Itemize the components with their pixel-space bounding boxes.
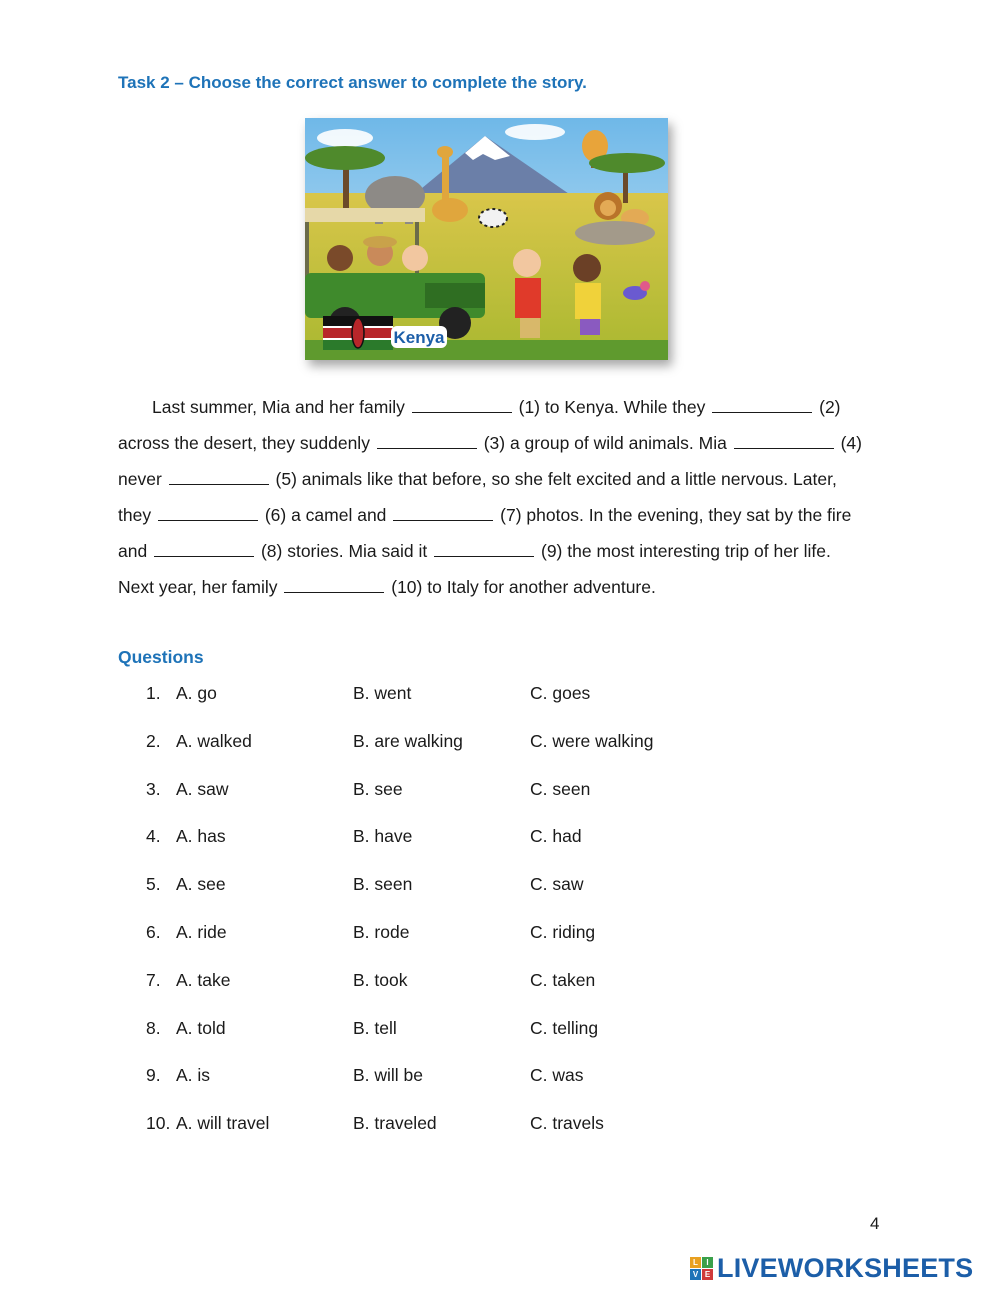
logo-text: LIVEWORKSHEETS (717, 1253, 974, 1283)
option-a[interactable]: A. will travel (176, 1113, 270, 1134)
option-a[interactable]: A. saw (176, 778, 229, 799)
badge-letter: V (690, 1269, 701, 1280)
story-paragraph (118, 389, 868, 605)
question-row (146, 874, 846, 922)
blank-6[interactable] (158, 506, 258, 521)
story-text: (5) animals like that before, so she felt excited and a little nervous. Later, they (118, 469, 837, 525)
kenya-flag-icon (323, 316, 393, 350)
question-number: 9. (146, 1065, 161, 1086)
option-b[interactable]: B. seen (353, 874, 413, 895)
story-text: (8) stories. Mia said it (260, 541, 428, 561)
option-c[interactable]: C. goes (530, 683, 591, 703)
question-number: 10. (146, 1113, 171, 1134)
blank-7[interactable] (393, 506, 493, 521)
blank-1[interactable] (412, 398, 512, 413)
question-row (146, 779, 846, 827)
kenya-label: Kenya (393, 328, 445, 347)
blank-5[interactable] (169, 470, 269, 485)
question-number: 8. (146, 1017, 161, 1038)
option-a[interactable]: A. has (176, 826, 226, 847)
badge-letter: E (702, 1269, 713, 1280)
blank-8[interactable] (154, 542, 254, 557)
logo-badge-icon (690, 1257, 713, 1280)
option-a[interactable]: A. take (176, 969, 231, 990)
option-a[interactable]: A. is (176, 1065, 211, 1086)
story-text: (3) a group of wild animals. Mia (483, 433, 727, 453)
question-list (146, 683, 846, 1161)
liveworksheets-logo[interactable] (690, 1253, 973, 1284)
option-b[interactable]: B. see (353, 778, 403, 799)
question-number: 4. (146, 826, 161, 847)
option-b[interactable]: B. have (353, 826, 413, 847)
option-c[interactable]: C. taken (530, 969, 596, 990)
option-c[interactable]: C. saw (530, 874, 584, 895)
page-number: 4 (870, 1214, 880, 1233)
safari-scene-image (305, 118, 668, 360)
task-title: Task 2 – Choose the correct answer to complete the story. (118, 73, 587, 92)
question-number: 1. (146, 683, 161, 703)
question-row (146, 1065, 846, 1113)
option-c[interactable]: C. telling (530, 1017, 599, 1038)
question-row (146, 922, 846, 970)
badge-letter: L (690, 1257, 701, 1268)
question-row (146, 970, 846, 1018)
option-b[interactable]: B. went (353, 683, 412, 703)
question-number: 3. (146, 778, 161, 799)
question-row (146, 731, 846, 779)
option-b[interactable]: B. are walking (353, 730, 463, 751)
option-a[interactable]: A. see (176, 874, 226, 895)
option-a[interactable]: A. walked (176, 730, 252, 751)
option-c[interactable]: C. were walking (530, 730, 654, 751)
blank-10[interactable] (284, 578, 384, 593)
question-row (146, 683, 846, 731)
option-c[interactable]: C. was (530, 1065, 584, 1086)
story-text: Last summer, Mia and her family (152, 397, 405, 417)
badge-letter: I (702, 1257, 713, 1268)
option-c[interactable]: C. riding (530, 921, 596, 942)
option-b[interactable]: B. took (353, 969, 408, 990)
option-a[interactable]: A. go (176, 683, 217, 703)
story-text: (6) a camel and (264, 505, 387, 525)
option-a[interactable]: A. told (176, 1017, 226, 1038)
option-b[interactable]: B. tell (353, 1017, 397, 1038)
story-text: (2) across the desert, they suddenly (118, 397, 841, 453)
question-number: 2. (146, 730, 161, 751)
question-row (146, 826, 846, 874)
blank-9[interactable] (434, 542, 534, 557)
blank-4[interactable] (734, 434, 834, 449)
story-text: (7) photos. In the evening, they sat by the fire and (118, 505, 852, 561)
option-b[interactable]: B. rode (353, 921, 410, 942)
questions-heading: Questions (118, 647, 204, 667)
option-b[interactable]: B. traveled (353, 1113, 437, 1134)
blank-3[interactable] (377, 434, 477, 449)
story-text: (10) to Italy for another adventure. (391, 577, 656, 597)
question-number: 6. (146, 921, 161, 942)
story-text: (1) to Kenya. While they (518, 397, 706, 417)
option-a[interactable]: A. ride (176, 921, 227, 942)
story-text: (4) never (118, 433, 862, 489)
option-c[interactable]: C. had (530, 826, 582, 847)
option-c[interactable]: C. travels (530, 1113, 604, 1134)
question-row (146, 1018, 846, 1066)
option-b[interactable]: B. will be (353, 1065, 424, 1086)
question-number: 7. (146, 969, 161, 990)
story-text: (9) the most interesting trip of her life. Next year, her family (118, 541, 831, 597)
question-row (146, 1113, 846, 1161)
option-c[interactable]: C. seen (530, 778, 591, 799)
question-number: 5. (146, 874, 161, 895)
blank-2[interactable] (712, 398, 812, 413)
safari-illustration (305, 118, 668, 360)
